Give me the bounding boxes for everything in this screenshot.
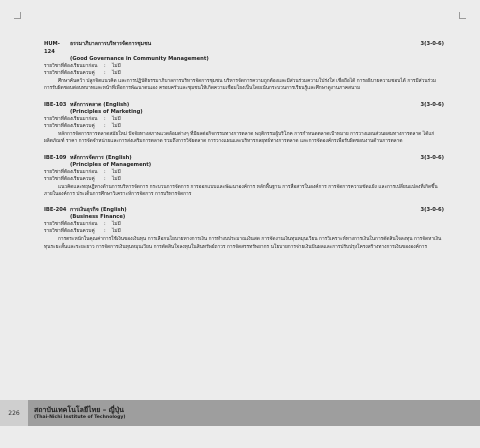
- course-title-english: (Principles of Marketing): [70, 108, 143, 115]
- course-description: หลักการจัดการการตลาดสมัยใหม่ ปัจจัยทางสภาพแวดล้อมต่างๆ ที่มีผลต่อกิจกรรมทางการตลาด พฤติกรรมผู้บริโภค การกำหนดตลาดเป้าหมาย การวางแผนส่วนผสมทางการตลาด ได้แก่ ผลิตภัณฑ์ ราคา การจัดจำหน่ายและการส่งเสริมการตลาด รวมถึงการวิจัยตลาด การวางแผนและบริหารกลยุทธ์ทางการตลาด และการจัดองค์กรเพื่อรับผิดชอบงานด้านการตลาด: [44, 131, 435, 145]
- corequisite-row: [44, 70, 444, 77]
- course-block: [44, 154, 444, 199]
- prerequisite-label: รายวิชาที่ต้องเรียนมาก่อน: [44, 64, 98, 69]
- course-block: [44, 40, 444, 93]
- page-number: 226: [0, 400, 28, 426]
- corequisite-row: [44, 176, 444, 183]
- course-title-thai: หลักการตลาด (English): [70, 101, 130, 108]
- corequisite-value: ไม่มี: [112, 176, 121, 182]
- corequisite-label: รายวิชาที่ต้องเรียนควบคู่: [44, 176, 95, 182]
- course-credits: 3(3-0-6): [420, 101, 444, 108]
- course-title-english: (Business Finance): [70, 214, 126, 221]
- course-heading: [44, 206, 444, 214]
- colon: :: [104, 64, 106, 69]
- course-code: IBE-109: [44, 154, 67, 161]
- colon: :: [104, 229, 106, 235]
- prerequisite-label: รายวิชาที่ต้องเรียนมาก่อน: [44, 169, 98, 175]
- footer-band: [28, 400, 480, 426]
- corequisite-label: รายวิชาที่ต้องเรียนควบคู่: [44, 229, 95, 235]
- corequisite-value: ไม่มี: [112, 123, 121, 129]
- corequisite-label: รายวิชาที่ต้องเรียนควบคู่: [44, 71, 95, 76]
- colon: :: [104, 169, 106, 175]
- course-block: [44, 101, 444, 146]
- course-credits: 3(3-0-6): [420, 207, 444, 214]
- crop-mark-top-left: [14, 12, 21, 19]
- course-title-thai: การเงินธุรกิจ (English): [70, 207, 127, 214]
- corequisite-value: ไม่มี: [112, 229, 121, 235]
- colon: :: [104, 71, 106, 76]
- course-description: ศึกษาค้นคว้า ปลูกจิตแนวคิด และการปฏิบัติธรรมาภิบาลการบริหารจัดการชุมชน บริหารจัดการความถูกต้องและมีส่วนร่วมความโปร่งใส เชื่อถือได้ การอธิบายความชอบได้ การมีส่วนร่วม การรับผิดชอบต่อบทบาทและหน้าที่เพื่อการพัฒนาตนเอง ครอบครัวและชุมชนให้เกิดความเชื่อมโยงเป็นโดยเน้นกระบวนการเรียนรู้และศึกษาดูงานภาคสนาม: [44, 79, 436, 92]
- page-footer: [0, 400, 480, 426]
- institute-name-thai: สถาบันเทคโนโลยีไทย – ญี่ปุ่น: [34, 405, 124, 414]
- colon: :: [104, 116, 106, 122]
- course-title-thai: หลักการจัดการ (English): [70, 154, 132, 161]
- course-title-english: (Principles of Management): [70, 161, 152, 168]
- prerequisite-row: [44, 63, 444, 70]
- course-code: IBE-204: [44, 207, 67, 214]
- corequisite-row: [44, 228, 444, 235]
- prerequisite-row: [44, 169, 444, 176]
- course-description: แนวคิดและทฤษฎีทางด้านการบริหารจัดการ กระบวนการจัดการ การออกแบบและพัฒนาองค์การ หลักพื้นฐาน การสื่อสารในองค์การ การจัดการความขัดแย้ง และการเปลี่ยนแปลงที่เกิดขึ้นภายในองค์การ ประเด็นการศึกษาวิเคราะห์การจัดการ การบริหารจัดการ: [44, 184, 438, 198]
- prerequisite-value: ไม่มี: [112, 116, 121, 122]
- course-title-english: (Good Governance in Community Management): [70, 56, 209, 62]
- colon: :: [104, 123, 106, 129]
- crop-mark-top-right: [459, 12, 466, 19]
- prerequisite-label: รายวิชาที่ต้องเรียนมาก่อน: [44, 222, 98, 228]
- course-code: IBE-103: [44, 101, 67, 108]
- prerequisite-row: [44, 116, 444, 123]
- course-heading: [44, 101, 444, 109]
- course-description: การตระหนักในคุณค่าการใช้เงินของเงินทุน การเลือกนโยบายทางการเงิน การทำงบประมาณเงินสด การจัดงานเงินทุนหมุนเวียน การวิเคราะห์ทางการเงินในการตัดสินใจลงทุน การจัดหาเงินทุนระยะสั้นและระยะยาว การจัดการเงินทุนหมุนเวียน การตัดสินใจลงทุนในสินทรัพย์ถาวร การจัดสรรทรัพยากร นโยบายการจ่ายเงินปันผลและการปรับปรุงโครงสร้างทางการเงินขององค์การ: [44, 237, 442, 250]
- course-title-thai: ธรรมาภิบาลการบริหารจัดการชุมชน: [70, 41, 152, 47]
- colon: :: [104, 176, 106, 182]
- course-list: [44, 40, 444, 259]
- prerequisite-label: รายวิชาที่ต้องเรียนมาก่อน: [44, 116, 98, 122]
- course-code: HUM-124: [44, 41, 60, 55]
- corequisite-row: [44, 123, 444, 130]
- course-heading: [44, 40, 444, 56]
- prerequisite-value: ไม่มี: [112, 222, 121, 228]
- course-credits: 3(3-0-6): [420, 154, 444, 161]
- prerequisite-value: ไม่มี: [112, 64, 121, 69]
- course-block: [44, 206, 444, 251]
- institute-name-english: (Thai-Nichi Institute of Technology): [34, 414, 126, 420]
- prerequisite-row: [44, 221, 444, 228]
- corequisite-value: ไม่มี: [112, 71, 121, 76]
- colon: :: [104, 222, 106, 228]
- corequisite-label: รายวิชาที่ต้องเรียนควบคู่: [44, 123, 95, 129]
- prerequisite-value: ไม่มี: [112, 169, 121, 175]
- course-credits: 3(3-0-6): [420, 41, 444, 47]
- course-heading: [44, 154, 444, 162]
